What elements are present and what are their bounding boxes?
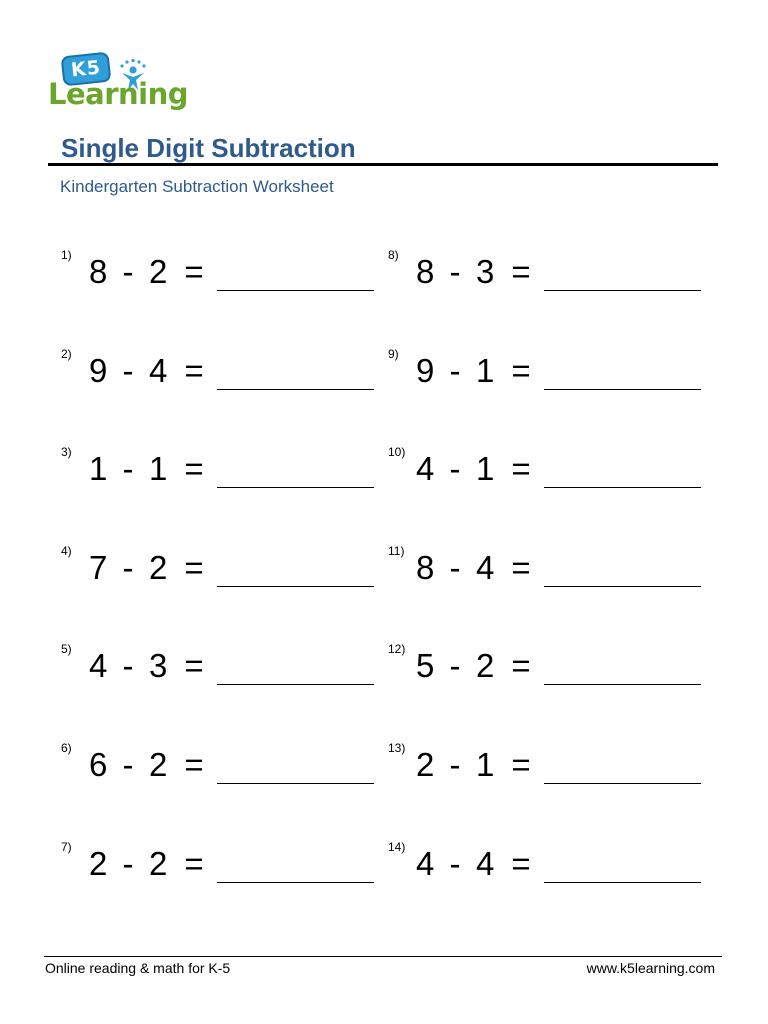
problem-number: 9) bbox=[388, 347, 399, 361]
minuend: 4 bbox=[89, 647, 108, 684]
answer-blank[interactable] bbox=[544, 290, 701, 291]
subtrahend: 3 bbox=[476, 253, 495, 290]
minuend: 8 bbox=[89, 253, 108, 290]
problem-number: 13) bbox=[388, 741, 406, 755]
problem-number: 14) bbox=[388, 840, 406, 854]
problem-number: 11) bbox=[388, 544, 405, 558]
problem-item bbox=[388, 347, 718, 407]
subtrahend: 1 bbox=[476, 746, 495, 783]
subtrahend: 2 bbox=[149, 746, 168, 783]
problem-item bbox=[388, 544, 718, 604]
problem-expression bbox=[89, 844, 221, 884]
minus-sign: - bbox=[122, 450, 134, 487]
problem-expression bbox=[89, 646, 221, 686]
subtrahend: 3 bbox=[149, 647, 168, 684]
minuend: 9 bbox=[416, 352, 435, 389]
problem-number: 3) bbox=[61, 445, 72, 459]
page-subtitle: Kindergarten Subtraction Worksheet bbox=[60, 177, 334, 196]
problem-item bbox=[61, 347, 391, 407]
problem-expression bbox=[416, 449, 548, 489]
problem-item bbox=[61, 642, 391, 702]
problem-item bbox=[388, 445, 718, 505]
problem-expression bbox=[416, 548, 548, 588]
problem-item bbox=[388, 642, 718, 702]
title-underline bbox=[48, 163, 718, 166]
footer-url: www.k5learning.com bbox=[586, 960, 715, 976]
answer-blank[interactable] bbox=[544, 389, 701, 390]
equals-sign: = bbox=[184, 549, 204, 586]
minuend: 8 bbox=[416, 253, 435, 290]
equals-sign: = bbox=[511, 450, 531, 487]
answer-blank[interactable] bbox=[217, 684, 374, 685]
answer-blank[interactable] bbox=[544, 487, 701, 488]
equals-sign: = bbox=[184, 253, 204, 290]
minus-sign: - bbox=[122, 845, 134, 882]
minus-sign: - bbox=[449, 352, 461, 389]
answer-blank[interactable] bbox=[544, 783, 701, 784]
problem-number: 12) bbox=[388, 642, 406, 656]
problem-expression bbox=[416, 646, 548, 686]
problem-number: 8) bbox=[388, 248, 399, 262]
subtrahend: 2 bbox=[476, 647, 495, 684]
minuend: 6 bbox=[89, 746, 108, 783]
answer-blank[interactable] bbox=[217, 290, 374, 291]
subtrahend: 2 bbox=[149, 845, 168, 882]
footer-divider bbox=[44, 956, 722, 957]
minus-sign: - bbox=[449, 845, 461, 882]
subtrahend: 4 bbox=[476, 845, 495, 882]
problem-number: 5) bbox=[61, 642, 72, 656]
problem-number: 4) bbox=[61, 544, 72, 558]
problem-expression bbox=[416, 351, 548, 391]
equals-sign: = bbox=[511, 352, 531, 389]
equals-sign: = bbox=[511, 845, 531, 882]
logo-badge: K5 bbox=[61, 52, 112, 87]
minus-sign: - bbox=[449, 549, 461, 586]
problem-number: 7) bbox=[61, 840, 72, 854]
answer-blank[interactable] bbox=[544, 586, 701, 587]
problem-expression bbox=[416, 252, 548, 292]
equals-sign: = bbox=[511, 746, 531, 783]
problem-item bbox=[388, 248, 718, 308]
subtrahend: 1 bbox=[476, 352, 495, 389]
answer-blank[interactable] bbox=[217, 487, 374, 488]
equals-sign: = bbox=[184, 352, 204, 389]
minuend: 4 bbox=[416, 450, 435, 487]
problem-expression bbox=[416, 745, 548, 785]
subtrahend: 2 bbox=[149, 253, 168, 290]
answer-blank[interactable] bbox=[217, 389, 374, 390]
problem-item bbox=[388, 741, 718, 801]
problem-expression bbox=[89, 745, 221, 785]
minuend: 2 bbox=[416, 746, 435, 783]
equals-sign: = bbox=[511, 549, 531, 586]
minuend: 4 bbox=[416, 845, 435, 882]
problem-number: 2) bbox=[61, 347, 72, 361]
answer-blank[interactable] bbox=[217, 882, 374, 883]
equals-sign: = bbox=[184, 845, 204, 882]
answer-blank[interactable] bbox=[217, 783, 374, 784]
minus-sign: - bbox=[122, 253, 134, 290]
problem-expression bbox=[89, 449, 221, 489]
footer-tagline: Online reading & math for K-5 bbox=[45, 960, 231, 976]
minuend: 2 bbox=[89, 845, 108, 882]
problem-expression bbox=[89, 351, 221, 391]
minus-sign: - bbox=[122, 647, 134, 684]
minuend: 9 bbox=[89, 352, 108, 389]
subtrahend: 4 bbox=[149, 352, 168, 389]
subtrahend: 4 bbox=[476, 549, 495, 586]
answer-blank[interactable] bbox=[217, 586, 374, 587]
problem-item bbox=[61, 840, 391, 900]
equals-sign: = bbox=[511, 253, 531, 290]
problem-expression bbox=[89, 252, 221, 292]
equals-sign: = bbox=[184, 647, 204, 684]
subtrahend: 1 bbox=[476, 450, 495, 487]
subtrahend: 1 bbox=[149, 450, 168, 487]
equals-sign: = bbox=[184, 746, 204, 783]
problem-expression bbox=[416, 844, 548, 884]
minuend: 1 bbox=[89, 450, 108, 487]
minuend: 8 bbox=[416, 549, 435, 586]
problem-item bbox=[388, 840, 718, 900]
minuend: 7 bbox=[89, 549, 108, 586]
answer-blank[interactable] bbox=[544, 882, 701, 883]
problem-number: 10) bbox=[388, 445, 406, 459]
answer-blank[interactable] bbox=[544, 684, 701, 685]
problem-item bbox=[61, 741, 391, 801]
minus-sign: - bbox=[122, 746, 134, 783]
logo-wordmark: Learning bbox=[48, 77, 189, 111]
minus-sign: - bbox=[122, 549, 134, 586]
problem-expression bbox=[89, 548, 221, 588]
subtrahend: 2 bbox=[149, 549, 168, 586]
equals-sign: = bbox=[184, 450, 204, 487]
page-title: Single Digit Subtraction bbox=[61, 133, 356, 163]
minus-sign: - bbox=[449, 253, 461, 290]
problem-number: 1) bbox=[61, 248, 72, 262]
equals-sign: = bbox=[511, 647, 531, 684]
minuend: 5 bbox=[416, 647, 435, 684]
minus-sign: - bbox=[449, 450, 461, 487]
minus-sign: - bbox=[122, 352, 134, 389]
k5-learning-logo bbox=[48, 52, 188, 114]
problem-number: 6) bbox=[61, 741, 72, 755]
minus-sign: - bbox=[449, 647, 461, 684]
problem-item bbox=[61, 445, 391, 505]
minus-sign: - bbox=[449, 746, 461, 783]
problem-item bbox=[61, 248, 391, 308]
problem-item bbox=[61, 544, 391, 604]
